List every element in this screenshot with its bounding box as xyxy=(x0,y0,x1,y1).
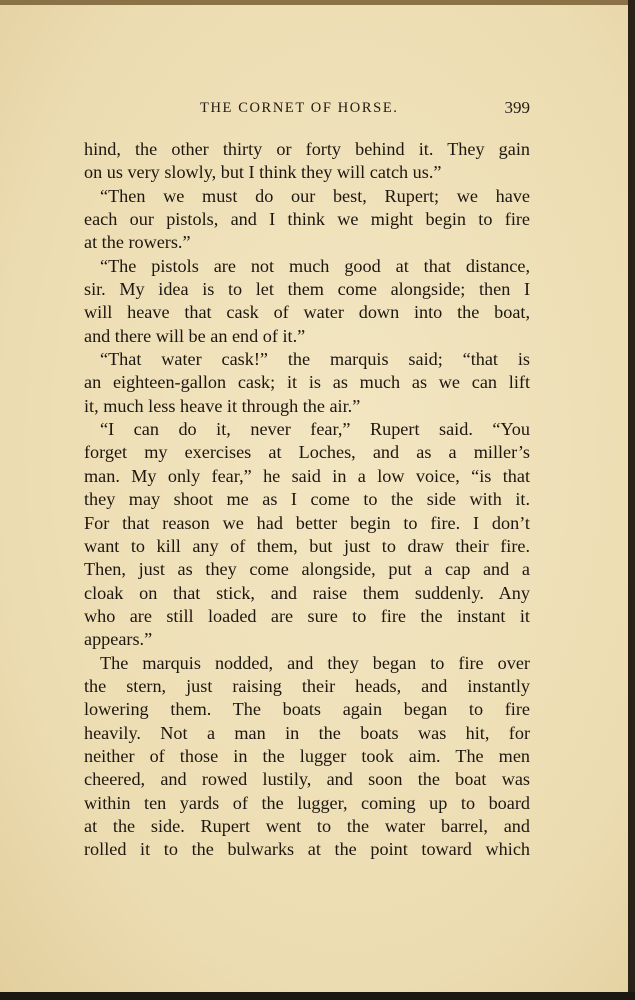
text-line: at the rowers.” xyxy=(84,232,191,253)
text-line: want to kill any of them, but just to draw their fire. xyxy=(84,535,530,556)
body-text xyxy=(84,138,530,862)
text-line: lowering them. The boats again began to fire xyxy=(84,699,530,720)
scan-bottom-edge xyxy=(0,992,635,1000)
text-line: heavily. Not a man in the boats was hit, for xyxy=(84,722,530,743)
text-line: man. My only fear,” he said in a low voice, “is that xyxy=(84,465,530,486)
text-line: the stern, just raising their heads, and instantly xyxy=(84,675,530,696)
text-line: hind, the other thirty or forty behind it. They gain xyxy=(84,139,530,159)
text-line: cloak on that stick, and raise them suddenly. Any xyxy=(84,582,530,603)
text-line: on us very slowly, but I think they will catch us.” xyxy=(84,162,442,183)
text-line: rolled it to the bulwarks at the point toward which xyxy=(84,839,530,860)
text-line: within ten yards of the lugger, coming up to board xyxy=(84,792,530,813)
text-line: sir. My idea is to let them come alongside; then I xyxy=(84,279,530,300)
running-title: THE CORNET OF HORSE. xyxy=(200,100,399,116)
text-line: “The pistols are not much good at that distance, xyxy=(100,255,530,276)
text-line: who are still loaded are sure to fire the instant it xyxy=(84,605,530,626)
text-line: it, much less heave it through the air.” xyxy=(84,395,361,416)
text-line: neither of those in the lugger took aim. The men xyxy=(84,745,530,766)
text-line: an eighteen-gallon cask; it is as much as we can lift xyxy=(84,372,530,393)
text-line: will heave that cask of water down into the boat, xyxy=(84,302,530,323)
page-number: 399 xyxy=(504,98,530,117)
text-line: and there will be an end of it.” xyxy=(84,325,306,346)
running-head xyxy=(84,98,530,120)
text-line: “I can do it, never fear,” Rupert said. “You xyxy=(100,419,530,440)
text-line: at the side. Rupert went to the water barrel, and xyxy=(84,815,530,836)
text-line: appears.” xyxy=(84,629,153,650)
text-line: “Then we must do our best, Rupert; we have xyxy=(100,185,530,206)
text-line: For that reason we had better begin to fire. I don’t xyxy=(84,512,530,533)
text-line: each our pistols, and I think we might begin to fire xyxy=(84,209,530,230)
text-line: The marquis nodded, and they began to fire over xyxy=(100,652,530,673)
page-top-edge xyxy=(0,0,628,5)
text-line: forget my exercises at Loches, and as a miller’s xyxy=(84,442,530,463)
text-line: “That water cask!” the marquis said; “that is xyxy=(100,349,530,370)
text-line: cheered, and rowed lustily, and soon the boat was xyxy=(84,769,530,790)
text-line: Then, just as they come alongside, put a cap and a xyxy=(84,559,530,580)
text-line: they may shoot me as I come to the side with it. xyxy=(84,489,530,510)
